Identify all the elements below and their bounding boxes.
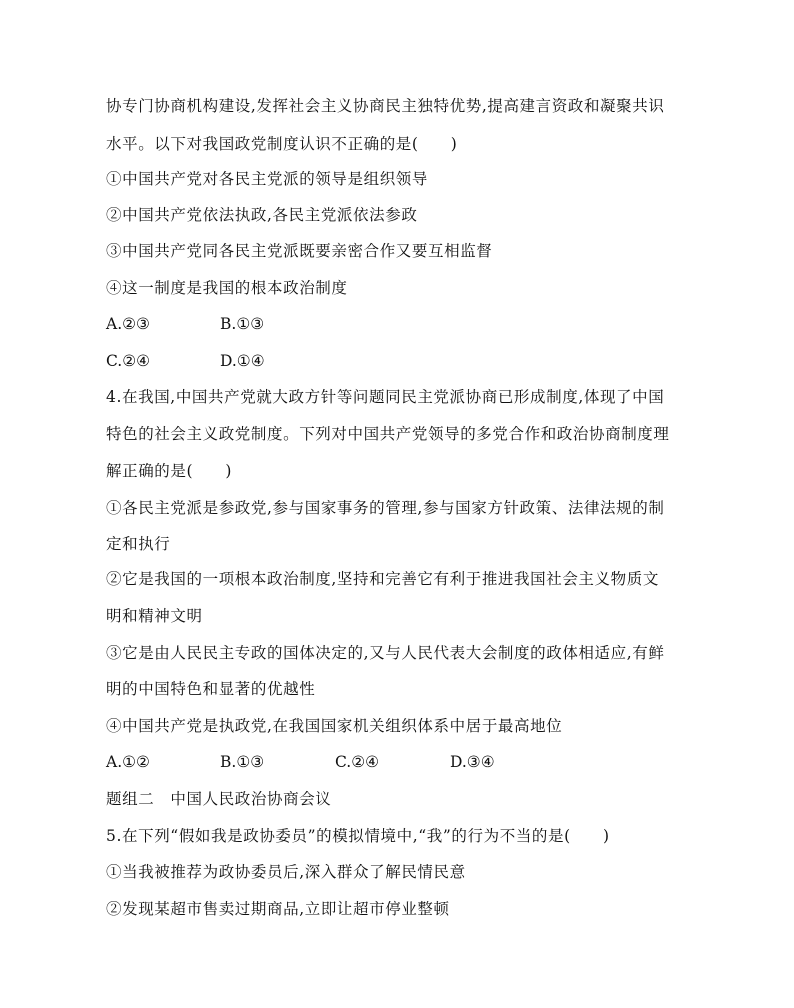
q3-stem-line-1: 协专门协商机构建设,发挥社会主义协商民主独特优势,提高建言资政和凝聚共识 — [106, 97, 665, 115]
q4-stem-line-2: 特色的社会主义政党制度。下列对中国共产党领导的多党合作和政治协商制度理 — [106, 425, 670, 443]
q4-stem-line-3: 解正确的是( ) — [106, 462, 232, 480]
q3-statement-4: ④这一制度是我国的根本政治制度 — [106, 279, 348, 297]
q3-option-c: C.②④ — [106, 352, 151, 370]
q3-stem-line-2: 水平。以下对我国政党制度认识不正确的是( ) — [106, 135, 458, 153]
q4-option-b: B.①③ — [220, 753, 265, 771]
q4-statement-2-line-1: ②它是我国的一项根本政治制度,坚持和完善它有利于推进我国社会主义物质文 — [106, 570, 659, 588]
q4-option-a: A.①② — [106, 753, 150, 771]
q3-option-b: B.①③ — [220, 315, 265, 333]
q3-option-a: A.②③ — [106, 315, 150, 333]
q3-statement-1: ①中国共产党对各民主党派的领导是组织领导 — [106, 170, 429, 188]
q4-stem-line-1: 4.在我国,中国共产党就大政方针等问题同民主党派协商已形成制度,体现了中国 — [106, 388, 665, 406]
q5-statement-2: ②发现某超市售卖过期商品,立即让超市停业整顿 — [106, 900, 450, 918]
q3-statement-2: ②中国共产党依法执政,各民主党派依法参政 — [106, 206, 418, 224]
q5-stem-line-1: 5.在下列“假如我是政协委员”的模拟情境中,“我”的行为不当的是( ) — [106, 827, 610, 845]
q4-statement-4: ④中国共产党是执政党,在我国国家机关组织体系中居于最高地位 — [106, 717, 563, 735]
q3-option-d: D.①④ — [220, 352, 265, 370]
q4-statement-1-line-2: 定和执行 — [106, 535, 171, 553]
q4-option-d: D.③④ — [450, 753, 495, 771]
q4-statement-3-line-2: 明的中国特色和显著的优越性 — [106, 680, 316, 698]
group-2-heading: 题组二 中国人民政治协商会议 — [106, 790, 332, 808]
q4-statement-3-line-1: ③它是由人民民主专政的国体决定的,又与人民代表大会制度的政体相适应,有鲜 — [106, 644, 665, 662]
q5-statement-1: ①当我被推荐为政协委员后,深入群众了解民情民意 — [106, 863, 466, 881]
q4-statement-2-line-2: 明和精神文明 — [106, 607, 203, 625]
q3-statement-3: ③中国共产党同各民主党派既要亲密合作又要互相监督 — [106, 242, 493, 260]
q4-option-c: C.②④ — [335, 753, 380, 771]
q4-statement-1-line-1: ①各民主党派是参政党,参与国家事务的管理,参与国家方针政策、法律法规的制 — [106, 499, 665, 517]
